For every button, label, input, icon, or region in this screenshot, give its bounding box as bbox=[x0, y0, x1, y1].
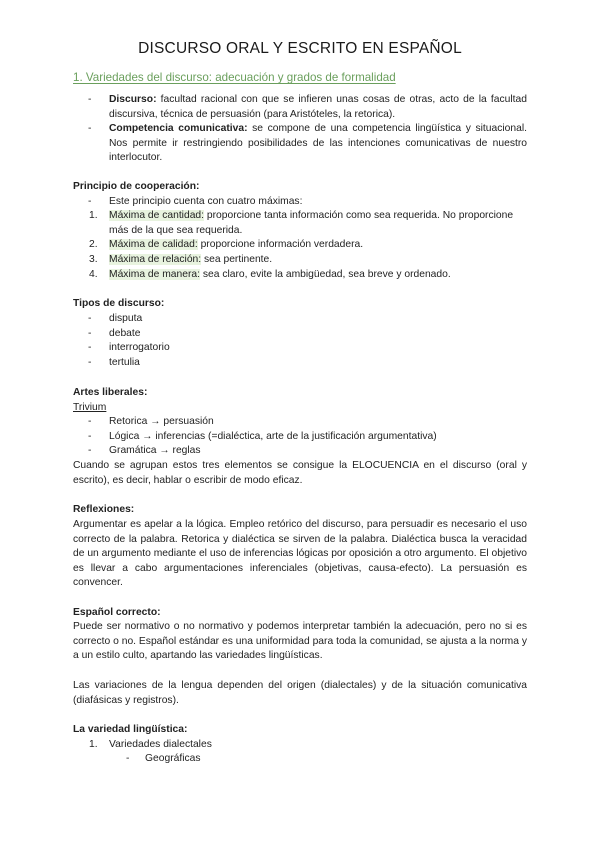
list-item-trivium: - Gramática → reglas bbox=[88, 445, 201, 456]
bullet-dash: - bbox=[88, 123, 92, 134]
term-discurso: Discurso: bbox=[109, 94, 157, 105]
bullet-dash: - bbox=[88, 94, 92, 105]
list-item-tipo: - disputa bbox=[88, 313, 143, 324]
subheading-trivium: Trivium bbox=[73, 402, 107, 413]
heading-cooperacion: Principio de cooperación: bbox=[73, 181, 200, 192]
list-item-geograficas: - Geográficas bbox=[126, 753, 201, 764]
maxima-name: Máxima de cantidad: bbox=[109, 210, 205, 221]
definition-discurso: facultad racional con que se infieren unas cosas de otras, acto de la facultad discursiva, técnica de persuasión (para Aristóteles, la retorica). bbox=[109, 94, 527, 120]
document-body bbox=[73, 0, 527, 848]
list-item-discurso bbox=[73, 93, 527, 122]
list-item-tipo: - tertulia bbox=[88, 357, 140, 368]
heading-espanol: Español correcto: bbox=[73, 607, 161, 618]
list-item-tipo: - interrogatorio bbox=[88, 342, 170, 353]
heading-reflexiones: Reflexiones: bbox=[73, 504, 135, 515]
paragraph-reflexiones: Argumentar es apelar a la lógica. Empleo retórico del discurso, para persuadir es necesario el uso correcto de la palabra. Retorica y dialéctica se sirven de la palabra. Dialéctica busca la veracidad de un argumento mediante el uso de inferencias lógicas por oposición a otro argumento. El objetivo es llevar a cabo argumentaciones inferenciales (objetivas, causa-efecto). La persuasión es convencer. bbox=[73, 519, 527, 589]
list-item-trivium: - Lógica → inferencias (=dialéctica, arte de la justificación argumentativa) bbox=[88, 431, 437, 442]
list-item-intro: - Este principio cuenta con cuatro máximas: bbox=[73, 195, 527, 210]
list-item-competencia bbox=[73, 122, 527, 166]
term-competencia: Competencia comunicativa: bbox=[109, 123, 248, 134]
heading-tipos: Tipos de discurso: bbox=[73, 298, 165, 309]
list-item-maxima-cantidad: 1. Máxima de cantidad: proporcione tanta información como sea requerida. No proporcione más de la que sea requerida. bbox=[89, 210, 514, 236]
bullet-dash: - bbox=[88, 196, 92, 207]
paragraph-espanol-2: Las variaciones de la lengua dependen del origen (dialectales) y de la situación comunicativa (diafásicas y registros). bbox=[73, 680, 527, 706]
list-item-tipo: - debate bbox=[88, 328, 141, 339]
list-item-trivium: - Retorica → persuasión bbox=[88, 416, 214, 427]
section-heading-variedades: 1. Variedades del discurso: adecuación y grados de formalidad bbox=[73, 71, 396, 84]
paragraph-elocuencia: Cuando se agrupan estos tres elementos se consigue la ELOCUENCIA en el discurso (oral y escrito), es decir, hablar o escribir de modo eficaz. bbox=[73, 460, 527, 486]
list-item-variedades-dialectales: 1. Variedades dialectales bbox=[89, 739, 212, 750]
page-title: DISCURSO ORAL Y ESCRITO EN ESPAÑOL bbox=[138, 40, 462, 57]
heading-artes: Artes liberales: bbox=[73, 387, 148, 398]
heading-variedad: La variedad lingüística: bbox=[73, 724, 188, 735]
list-item-maxima-manera: 4. Máxima de manera: sea claro, evite la ambigüedad, sea breve y ordenado. bbox=[89, 269, 451, 280]
maxima-name: Máxima de manera: bbox=[109, 269, 200, 280]
paragraph-espanol-1: Puede ser normativo o no normativo y podemos interpretar también la adecuación, pero no si es correcto o no. Español estándar es una uniformidad para toda la comunidad, se ajusta a la norma y a un estilo culto, apartando las variedades lingüísticas. bbox=[73, 621, 527, 662]
definition-competencia: se compone de una competencia lingüística y situacional. Nos permite ir restringiendo posibilidades de las intenciones comunicativas de nuestro interlocutor. bbox=[109, 123, 527, 164]
maxima-name: Máxima de calidad: bbox=[109, 239, 198, 250]
list-item-maxima-calidad: 2. Máxima de calidad: proporcione información verdadera. bbox=[89, 239, 364, 250]
list-item-maxima-relacion: 3. Máxima de relación: sea pertinente. bbox=[89, 254, 273, 265]
maxima-name: Máxima de relación: bbox=[109, 254, 202, 265]
